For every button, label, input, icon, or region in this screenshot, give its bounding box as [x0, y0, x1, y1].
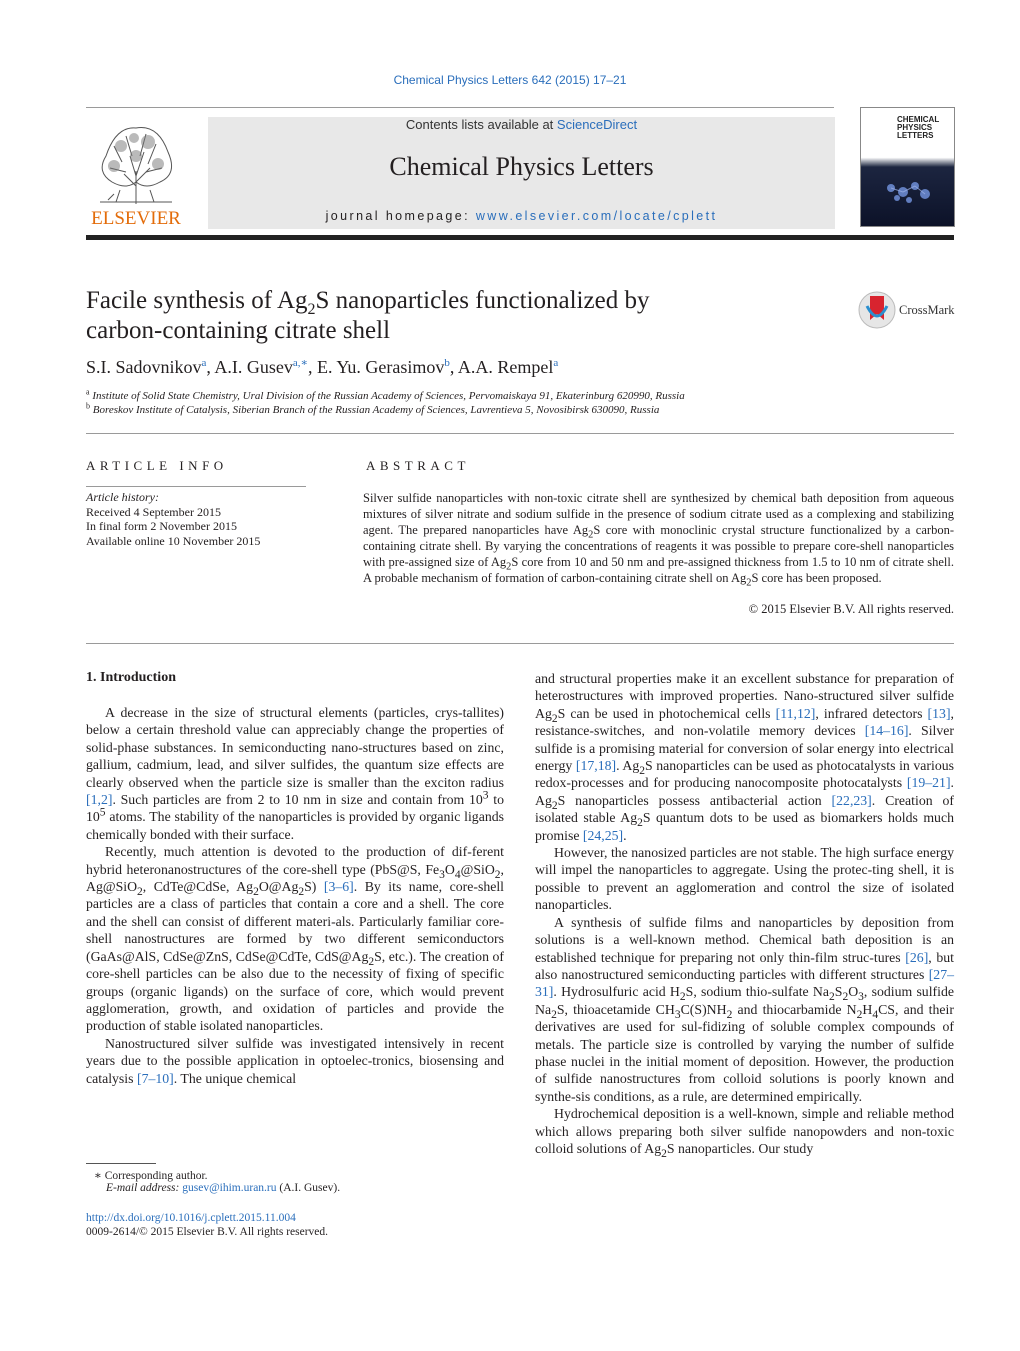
citation-link[interactable]: [24,25] — [582, 827, 624, 843]
journal-homepage: journal homepage: www.elsevier.com/locate/cplett — [325, 209, 718, 223]
email-link[interactable]: gusev@ihim.uran.ru — [182, 1182, 277, 1194]
doi-link[interactable]: http://dx.doi.org/10.1016/j.cplett.2015.11.004 — [86, 1212, 296, 1224]
citation-link[interactable]: [26] — [905, 949, 929, 965]
email-note: E-mail address: gusev@ihim.uran.ru (A.I. Gusev). — [106, 1182, 341, 1194]
citation-link[interactable]: [11,12] — [775, 705, 816, 721]
header-bottom-rule — [86, 235, 954, 240]
section-heading: 1. Introduction — [86, 670, 176, 685]
cover-art — [861, 168, 954, 226]
journal-reference[interactable]: Chemical Physics Letters 642 (2015) 17–21 — [393, 73, 627, 87]
article-info-heading: ARTICLE INFO — [86, 458, 228, 473]
cover-title: CHEMICAL PHYSICS LETTERS — [897, 115, 940, 140]
abstract-heading: ABSTRACT — [366, 458, 470, 473]
author: E. Yu. Gerasimov — [317, 357, 445, 377]
journal-cover-image — [860, 107, 955, 227]
author: A.I. Gusev — [214, 357, 293, 377]
citation-link[interactable]: [13] — [927, 705, 951, 721]
author: S.I. Sadovnikov — [86, 357, 202, 377]
citation-link[interactable]: [14–16] — [864, 723, 909, 739]
author-affiliation-mark[interactable]: b — [444, 357, 450, 369]
paragraph: Nanostructured silver sulfide was investigated intensively in recent years due to the possible application in optoelec-tronics, biosensing and catalysis [7–10]. The unique chemical — [86, 1035, 504, 1086]
journal-title: Chemical Physics Letters — [389, 152, 654, 181]
body-left-column — [86, 704, 504, 1087]
header-top-rule — [86, 107, 834, 108]
citation-link[interactable]: [3–6] — [323, 879, 354, 895]
affiliation-b: $^b$ Boreskov Institute of Catalysis, Siberian Branch of the Russian Academy of Sciences, Lavrentieva 5, Novosibirsk 630090, Russia — [86, 401, 660, 416]
citation-link[interactable]: [1,2] — [86, 792, 113, 808]
citation-link[interactable]: [17,18] — [575, 758, 617, 774]
abstract-copyright: © 2015 Elsevier B.V. All rights reserved. — [748, 602, 954, 616]
issn-copyright: 0009-2614/© 2015 Elsevier B.V. All rights reserved. — [86, 1226, 329, 1238]
author-affiliation-mark[interactable]: a,∗ — [292, 357, 309, 369]
paragraph: A synthesis of sulfide films and nanoparticles by deposition from solutions is a well-known method. Chemical bath deposition is an established technique for preparing not only thin-film struc-tures [26], but also nanostructured semiconducting particles with different structures [27–31]. Hydrosulfuric acid $H_2S$, sodium thio-sulfate $Na_2S_2O_3$, sodium sulfide $Na_2S$, thioacetamide $CH_3C(S)NH_2$ and thiocarbamide $N_2H_4CS$, and their derivatives are used for sul-fidizing of soluble complex compounds of metals. The particle size is controlled by varying the number of sulfide phase nuclei in the initial moment of deposition. However, the production of sulfide nanostructures from colloid solutions is poorly known and synthe-sis conditions, as a rule, are determined empirically. — [535, 914, 954, 1104]
elsevier-wordmark: ELSEVIER — [91, 208, 181, 228]
article-info-rule — [86, 486, 306, 487]
affiliation-a: $^a$ Institute of Solid State Chemistry, Ural Division of the Russian Academy of Sciences, Pervomaiskaya 91, Ekaterinburg 620990, Russia — [86, 387, 685, 402]
paragraph: and structural properties make it an excellent substance for preparation of heterostructures with improved properties. Nano-structured silver sulfide $Ag_2S$ can be used in photochemical cells [11,12], infrared detectors [13], resistance-switches, and non-volatile memory devices [14–16]. Silver sulfide is a promising material for conversion of solar energy into electrical energy [17,18]. $Ag_2S$ nanoparticles can be used as photocatalysts in various redox-processes and for producing nanocomposite photocatalysts [19–21]. $Ag_2S$ nanoparticles possess antibacterial action [22,23]. Creation of isolated stable $Ag_2S$ quantum dots to be used as biomarkers holds much promise [24,25]. — [535, 671, 954, 843]
crossmark-badge[interactable]: CrossMark — [858, 290, 958, 330]
homepage-link[interactable]: www.elsevier.com/locate/cplett — [475, 209, 718, 223]
body-right-column — [535, 670, 954, 1160]
sciencedirect-link[interactable]: ScienceDirect — [556, 117, 638, 132]
paragraph: A decrease in the size of structural elements (particles, crys-tallites) below a certain threshold value can appreciably change the properties of solid-phase substances. In semiconducting nano-structures based on zinc, gallium, cadmium, lead, and silver sulfides, the quantum size effects are clearly observed when the particle size is smaller than the exciton radius [1,2]. Such particles are from 2 to 10 nm in size and contain from $10^3$ to $10^5$ atoms. The stability of the nanoparticles is provided by organic ligands chemically bonded with their surface. — [86, 705, 504, 842]
citation-link[interactable]: [19–21] — [906, 775, 951, 791]
author-affiliation-mark[interactable]: a — [201, 357, 207, 369]
citation-link[interactable]: [27–31] — [535, 966, 954, 1000]
paragraph: Hydrochemical deposition is a well-known, simple and reliable method which allows preparing both silver sulfide nanopowders and non-toxic colloid solutions of $Ag_2S$ nanoparticles. Our study — [535, 1106, 954, 1160]
elsevier-tree-logo — [86, 116, 186, 228]
crossmark-icon — [858, 290, 898, 330]
paragraph: Recently, much attention is devoted to the production of dif-ferent hybrid heteronanostructures of the core-shell type (PbS@S, $Fe_3O_4@SiO_2$, Ag@SiO$_2$, CdTe@CdSe, $Ag_2O@Ag_2S$) [3–6]. By its name, core-shell particles are a class of particles that contain a core and a shell. The core and the shell can consist of different materi-als. Particularly familiar core-shell nanostructures are formed by two different semiconductors (GaAs@AlS, CdSe@ZnS, CdSe@CdTe, $CdS@Ag_2S$, etc.). The creation of core-shell particles can be also due to the necessity of fixing of specific groups (organic ligands) on the surface of core, which would prevent agglomeration, growth, and oxidation of particles and provide the production of stable isolated nanoparticles. — [86, 844, 505, 1034]
footnote-rule — [86, 1163, 156, 1164]
abstract-divider — [86, 643, 954, 644]
article-title: Facile synthesis of $Ag_2S$ nanoparticles functionalized by carbon-containing citrate shell — [86, 287, 650, 344]
author: A.A. Rempel — [457, 357, 554, 377]
author-list: S.I. Sadovnikov$^a$, A.I. Gusev$^{a,∗}$, E. Yu. Gerasimov$^b$, A.A. Rempel$^a$ — [86, 357, 559, 377]
contents-line: Contents lists available at ScienceDirect — [405, 117, 638, 132]
citation-link[interactable]: [22,23] — [831, 792, 872, 808]
paragraph: However, the nanosized particles are not stable. The high surface energy will impel the nanoparticles to aggregate. Using the protec-ting shell, it is possible to prevent an agglomeration and control the size of isolated nanoparticles. — [535, 845, 954, 913]
article-history: Article history: Received 4 September 2015 In final form 2 November 2015 Available online 10 November 2015 — [86, 490, 261, 548]
title-divider — [86, 433, 954, 434]
corresponding-author-note: ∗ Corresponding author. — [94, 1170, 208, 1182]
abstract-text: Silver sulfide nanoparticles with non-toxic citrate shell are synthesized by chemical bath deposition from aqueous mixtures of silver nitrate and sodium sulfide in the presence of sodium citrate used as a complexing and stabilizing agent. The prepared nanoparticles have $Ag_2S$ core with monoclinic crystal structure functionalized by a carbon-containing citrate shell. By varying the concentrations of reagents it was possible to prepare core-shell nanoparticles with pre-assigned size of $Ag_2S$ core from 10 and 50 nm and pre-assigned thickness from 1.5 to 10 nm of citrate shell. A probable mechanism of formation of carbon-containing citrate shell on $Ag_2S$ core has been proposed. — [363, 491, 954, 589]
citation-link[interactable]: [7–10] — [136, 1070, 174, 1086]
author-affiliation-mark[interactable]: a — [553, 357, 559, 369]
